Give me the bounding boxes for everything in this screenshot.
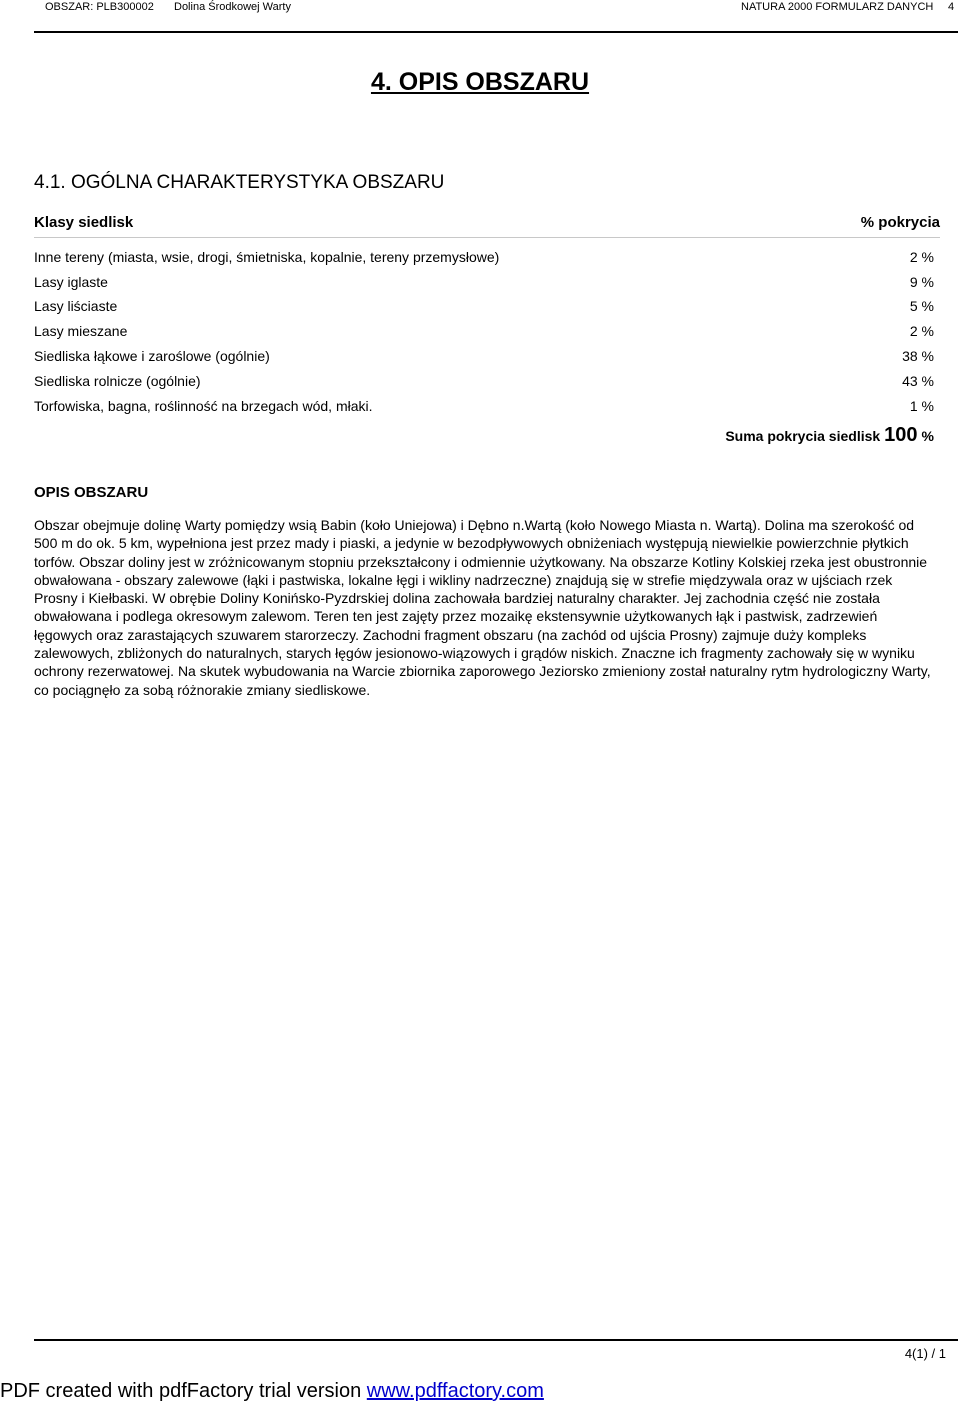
coverage-value: 2 % bbox=[909, 249, 934, 265]
habitat-label: Siedliska łąkowe i zaroślowe (ogólnie) bbox=[34, 348, 270, 364]
footer-divider bbox=[34, 1339, 958, 1341]
table-row bbox=[34, 373, 934, 395]
coverage-value: 1 % bbox=[909, 398, 934, 414]
page-header bbox=[0, 0, 960, 20]
header-form-title: NATURA 2000 FORMULARZ DANYCH bbox=[741, 1, 934, 13]
header-area-code: OBSZAR: PLB300002 bbox=[45, 1, 154, 13]
sum-value: 100 bbox=[884, 424, 918, 446]
page-number: 4(1) / 1 bbox=[904, 1346, 946, 1361]
pdffactory-link[interactable]: www.pdffactory.com bbox=[366, 1380, 544, 1402]
pdf-note: PDF created with pdfFactory trial version bbox=[0, 1380, 367, 1402]
section-title: 4.1. OGÓLNA CHARAKTERYSTYKA OBSZARU bbox=[34, 172, 445, 193]
header-area-name: Dolina Środkowej Warty bbox=[174, 1, 291, 13]
coverage-value: 5 % bbox=[909, 298, 934, 314]
table-row bbox=[34, 348, 934, 370]
habitat-label: Torfowiska, bagna, roślinność na brzegach wód, młaki. bbox=[34, 398, 373, 414]
habitat-label: Lasy iglaste bbox=[34, 274, 108, 290]
table-row bbox=[34, 323, 934, 345]
header-page: 4 bbox=[948, 1, 955, 13]
coverage-value: 43 % bbox=[902, 373, 934, 389]
coverage-value: 2 % bbox=[909, 323, 934, 339]
header-divider bbox=[34, 31, 958, 33]
table-row bbox=[34, 298, 934, 320]
habitat-label: Lasy liściaste bbox=[34, 298, 118, 314]
habitat-label: Siedliska rolnicze (ogólnie) bbox=[34, 373, 201, 389]
coverage-sum bbox=[725, 424, 934, 447]
coverage-value: 9 % bbox=[909, 274, 934, 290]
table-row bbox=[34, 398, 934, 420]
column-header-coverage: % pokrycia bbox=[860, 214, 940, 231]
table-header-divider bbox=[34, 237, 940, 238]
column-header-habitat-class: Klasy siedlisk bbox=[34, 214, 134, 231]
coverage-value: 38 % bbox=[902, 348, 934, 364]
table-row bbox=[34, 249, 934, 271]
page-title: 4. OPIS OBSZARU bbox=[370, 68, 590, 96]
sum-unit: % bbox=[921, 428, 934, 444]
description-heading: OPIS OBSZARU bbox=[34, 484, 149, 501]
description-text: Obszar obejmuje dolinę Warty pomiędzy wsią Babin (koło Uniejowa) i Dębno n.Wartą (koło Nowego Miasta n. Wartą). Dolina ma szerokość od 500 m do ok. 5 km, wypełniona jest przez mady i piaski, a jedynie w bezodpływowych obniżeniach występują niewielkie powierzchnie płytkich torfów. Obszar doliny jest w zróżnicowanym stopniu przekształcony i odmiennie użytkowany. Na obszarze Kotliny Kolskiej rzeka jest obustronnie obwałowana - obszary zalewowe (łąki i pastwiska, lokalne łęgi i wikliny nadrzeczne) znajdują się w strefie międzywala oraz w ujściach rzek Prosny i Kiełbaski. W obrębie Doliny Konińsko-Pyzdrskiej dolina zachowała bardziej naturalny charakter. Jej zachodnia część nie została obwałowana i podlega okresowym zalewom. Teren ten jest zajęty przez mozaikę ekstensywnie użytkowanych łąk i pastwisk, zadrzewień łęgowych oraz zarastających szuwarem starorzeczy. Zachodni fragment obszaru (na zachód od ujścia Prosny) zajmuje duży kompleks zalewowych, zbliżonych do naturalnych, starych łęgów jesionowo-wiązowych i grądów niskich. Znaczne ich fragmenty zachowały się w wyniku ochrony rezerwatowej. Na skutek wybudowania na Warcie zbiornika zaporowego Jeziorsko zmieniony został naturalny rytm hydrologiczny Warty, co pociągnęło za sobą różnorakie zmiany siedliskowe. bbox=[34, 517, 931, 698]
habitat-label: Lasy mieszane bbox=[34, 323, 128, 339]
habitat-label: Inne tereny (miasta, wsie, drogi, śmietniska, kopalnie, tereny przemysłowe) bbox=[34, 249, 500, 265]
table-row bbox=[34, 274, 934, 296]
sum-label: Suma pokrycia siedlisk bbox=[725, 428, 881, 444]
pdf-watermark bbox=[0, 1380, 544, 1403]
